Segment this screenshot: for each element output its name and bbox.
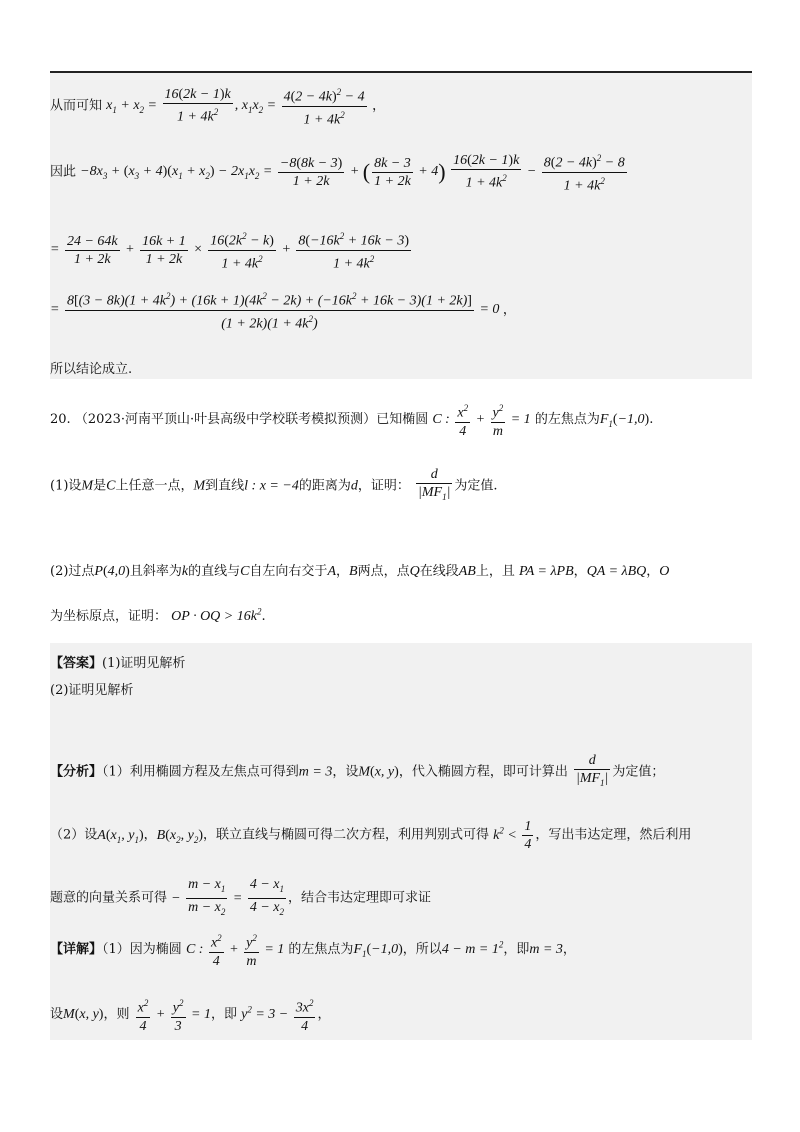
conclusion-text: 所以结论成立. (50, 362, 133, 377)
analysis-label: 【分析】 (50, 764, 103, 780)
left-focus: $F_1(-1,0)$ (599, 412, 650, 429)
detail-label: 【详解】 (50, 942, 103, 958)
derivation-line-1: 因此 $-8x_3 + (x_3 + 4)(x_1 + x_2) - 2x_1x_2$ = $\frac{-8(8k - 3)}{1 + 2k}$ + ( $\frac{8k - 3}{1 + 2k}$ + 4) $\frac{16(2k - 1)k}{1 + 4k^2}$ − $\frac{8(2 - 4k)^2 - 8}{1 + 4k^2}$ (50, 150, 629, 194)
vieta-sum: $x_1 + x_2$ = $\frac{16(2k - 1)k}{1 + 4k^2}$ , $x_1x_2$ = $\frac{4(2 - 4k)^2 - 4}{1 + 4k^2}$ (106, 98, 372, 113)
problem-source: （2023·河南平顶山·叶县高级中学校联考模拟预测） (74, 412, 377, 428)
answer-line-2: (2)证明见解析 (50, 683, 134, 698)
answer-line-1: 【答案】(1)证明见解析 (50, 656, 186, 671)
analysis-line-3: 题意的向量关系可得 − $\frac{m - x_1}{m - x_2}$ = $\frac{4 - x_1}{4 - x_2}$ ，结合韦达定理即可求证 (50, 877, 432, 917)
problem-part-2: (2)过点P(4,0)且斜率为k的直线与C自左向右交于A，B两点，点Q在线段AB上，且 PA = λPB，QA = λBQ，O (50, 564, 670, 579)
derivation-line-3: = $8[(3 - 8k)(1 + 4k^2) + (16k + 1)(4k^2 - 2k) + (-16k^2 + 16k - 3)(1 + 2k)]$ $(1 + 2k)(1 + 4k^2)$ = 0 ， (50, 288, 516, 332)
vieta-line: 从而可知 $x_1 + x_2$ = $\frac{16(2k - 1)k}{1 + 4k^2}$ , $x_1x_2$ = $\frac{4(2 - 4k)^2 - 4}{1 + 4k^2}$ ， (50, 84, 385, 128)
problem-stem: 20. （2023·河南平顶山·叶县高级中学校联考模拟预测）已知椭圆 C : $\frac{x^2}{4}$ + $\frac{y^2}{m}$ = 1 的左焦点为$F_1(-1,0)$. (50, 400, 653, 440)
analysis-line-1: 【分析】（1）利用椭圆方程及左焦点可得到m = 3，设M(x, y)，代入椭圆方程，即可计算出 $\frac{d}{|MF_1|}$ 为定值； (50, 753, 665, 788)
ellipse-equation: C : $\frac{x^2}{4}$ + $\frac{y^2}{m}$ = 1 (432, 412, 530, 427)
detail-line-1: 【详解】（1）因为椭圆 C : $\frac{x^2}{4}$ + $\frac{y^2}{m}$ = 1 的左焦点为$F_1(-1,0)$，所以$4 - m = 1^2$，即m = 3， (50, 930, 576, 970)
problem-number: 20. (50, 412, 71, 428)
problem-part-2-cont: 为坐标原点，证明： OP · OQ > $16k^2$. (50, 606, 266, 624)
analysis-line-2: （2）设$A(x_1$, $y_1$)，$B(x_2$, $y_2$)，联立直线与椭圆可得二次方程，利用判别式可得 $k^2$ < $\frac{1}{4}$ ，写出韦达定理，然后利用 (50, 819, 692, 852)
detail-line-2: 设M(x, y)，则 $\frac{x^2}{4}$ + $\frac{y^2}{3}$ = 1，即 $y^2 = 3$ − $\frac{3x^2}{4}$ ， (50, 995, 330, 1035)
problem-part-1: (1)设M是C上任意一点，M到直线l : x = −4的距离为d，证明： $\frac{d}{|MF_1|}$ 为定值. (50, 467, 498, 502)
derivation-line-2: = $\frac{24 - 64k}{1 + 2k}$ + $\frac{16k + 1}{1 + 2k}$ × $\frac{16(2k^2 - k)}{1 + 4k^2}$ + $\frac{8(-16k^2 + 16k - 3)}{1 + 4k^2}$ (50, 228, 413, 272)
answer-label: 【答案】 (50, 656, 103, 671)
